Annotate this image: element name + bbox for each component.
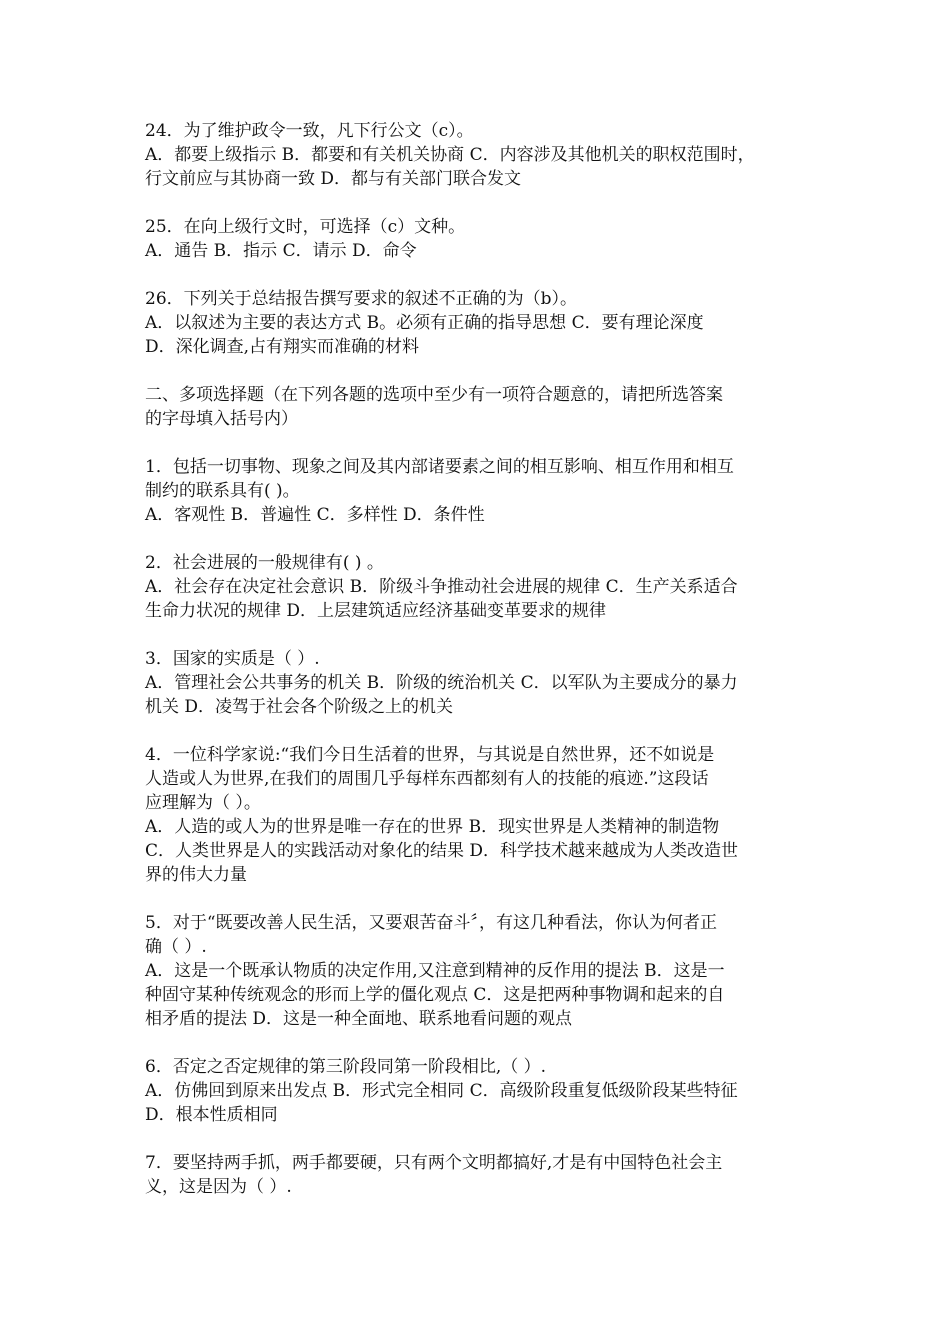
- text-line: 二、多项选择题（在下列各题的选项中至少有一项符合题意的，请把所选答案: [145, 385, 723, 405]
- text-line: 种固守某种传统观念的形而上学的僵化观点 C．这是把两种事物调和起来的自: [145, 985, 725, 1005]
- question-5: [145, 911, 817, 1031]
- question-1: [145, 455, 817, 527]
- text-line: A．客观性 B．普遍性 C．多样性 D．条件性: [145, 505, 485, 525]
- text-line: 的字母填入括号内）: [145, 409, 298, 429]
- text-line: 4．一位科学家说:“我们今日生活着的世界，与其说是自然世界，还不如说是: [145, 745, 715, 765]
- text-line: A．这是一个既承认物质的决定作用,又注意到精神的反作用的提法 B．这是一: [145, 961, 725, 981]
- text-line: 相矛盾的提法 D．这是一种全面地、联系地看问题的观点: [145, 1009, 573, 1029]
- question-3: [145, 647, 817, 719]
- text-line: 6．否定之否定规律的第三阶段同第一阶段相比,（ ）.: [145, 1057, 547, 1077]
- text-line: A．管理社会公共事务的机关 B．阶级的统治机关 C．以军队为主要成分的暴力: [145, 673, 738, 693]
- question-26: [145, 287, 817, 359]
- question-25: [145, 215, 817, 263]
- text-line: A．都要上级指示 B．都要和有关机关协商 C．内容涉及其他机关的职权范围时，: [145, 145, 755, 165]
- question-24: [145, 119, 817, 191]
- text-line: 制约的联系具有( )。: [145, 481, 300, 501]
- text-line: 义，这是因为（ ）.: [145, 1177, 292, 1197]
- text-line: 机关 D．凌驾于社会各个阶级之上的机关: [145, 697, 454, 717]
- text-line: 应理解为（ ）。: [145, 793, 261, 813]
- question-4: [145, 743, 817, 887]
- text-line: 界的伟大力量: [145, 865, 247, 885]
- text-line: A．仿佛回到原来出发点 B．形式完全相同 C．高级阶段重复低级阶段某些特征: [145, 1081, 738, 1101]
- text-line: 25．在向上级行文时，可选择（c）文种。: [145, 217, 466, 237]
- text-line: 1．包括一切事物、现象之间及其内部诸要素之间的相互影响、相互作用和相互: [145, 457, 734, 477]
- text-line: 2．社会进展的一般规律有( ) 。: [145, 553, 384, 573]
- section-heading-multiple-choice: [145, 383, 817, 431]
- text-line: D．深化调查,占有翔实而准确的材料: [145, 337, 420, 357]
- text-line: 26．下列关于总结报告撰写要求的叙述不正确的为（b）。: [145, 289, 578, 309]
- text-line: A．社会存在决定社会意识 B．阶级斗争推动社会进展的规律 C．生产关系适合: [145, 577, 738, 597]
- text-line: D．根本性质相同: [145, 1105, 278, 1125]
- text-line: A．以叙述为主要的表达方式 B。必须有正确的指导思想 C．要有理论深度: [145, 313, 704, 333]
- text-line: 生命力状况的规律 D．上层建筑适应经济基础变革要求的规律: [145, 601, 607, 621]
- question-6: [145, 1055, 817, 1127]
- document-page: [145, 119, 817, 1223]
- text-line: A．人造的或人为的世界是唯一存在的世界 B．现实世界是人类精神的制造物: [145, 817, 720, 837]
- text-line: 3．国家的实质是（ ）.: [145, 649, 320, 669]
- text-line: 24．为了维护政令一致，凡下行公文（c）。: [145, 121, 474, 141]
- question-7: [145, 1151, 817, 1199]
- text-line: 7．要坚持两手抓，两手都要硬，只有两个文明都搞好,才是有中国特色社会主: [145, 1153, 723, 1173]
- text-line: 5．对于“既要改善人民生活，又要艰苦奋斗〞，有这几种看法，你认为何者正: [145, 913, 718, 933]
- text-line: 行文前应与其协商一致 D．都与有关部门联合发文: [145, 169, 522, 189]
- text-line: 确（ ）.: [145, 937, 207, 957]
- text-line: A．通告 B．指示 C．请示 D．命令: [145, 241, 417, 261]
- text-line: 人造或人为世界,在我们的周围几乎每样东西都刻有人的技能的痕迹.”这段话: [145, 769, 709, 789]
- question-2: [145, 551, 817, 623]
- text-line: C．人类世界是人的实践活动对象化的结果 D．科学技术越来越成为人类改造世: [145, 841, 739, 861]
